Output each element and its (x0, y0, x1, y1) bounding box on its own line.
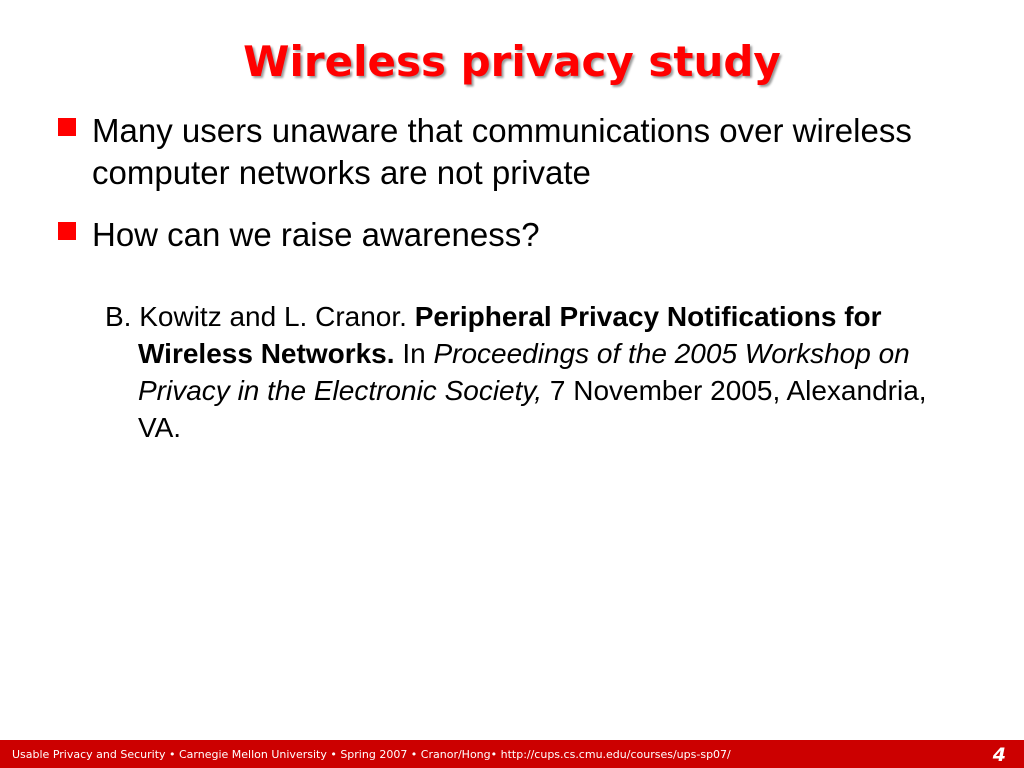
citation-in-word: In (402, 338, 426, 369)
square-bullet-icon (58, 222, 76, 240)
bullet-item (56, 214, 956, 256)
square-bullet-icon (58, 118, 76, 136)
citation-paper-title: Peripheral Privacy Notifications for Wireless Networks. (138, 301, 882, 369)
citation-date-place: 7 November 2005, Alexandria, VA. (138, 375, 927, 443)
citation-venue: Proceedings of the 2005 Workshop on Privacy in the Electronic Society, (138, 338, 910, 406)
footer-bar (0, 740, 1024, 768)
bullet-list (56, 110, 956, 276)
footer-text: Usable Privacy and Security • Carnegie Mellon University • Spring 2007 • Cranor/Hong• http://cups.cs.cmu.edu/courses/ups-sp07/ (12, 748, 731, 761)
bullet-text: How can we raise awareness? (92, 216, 540, 253)
citation (105, 298, 965, 446)
bullet-item (56, 110, 956, 194)
slide-title: Wireless privacy study (243, 37, 781, 86)
bullet-text: Many users unaware that communications over wireless computer networks are not private (92, 112, 912, 191)
page-number: 4 (992, 744, 1006, 766)
citation-authors: B. Kowitz and L. Cranor. (105, 301, 407, 332)
